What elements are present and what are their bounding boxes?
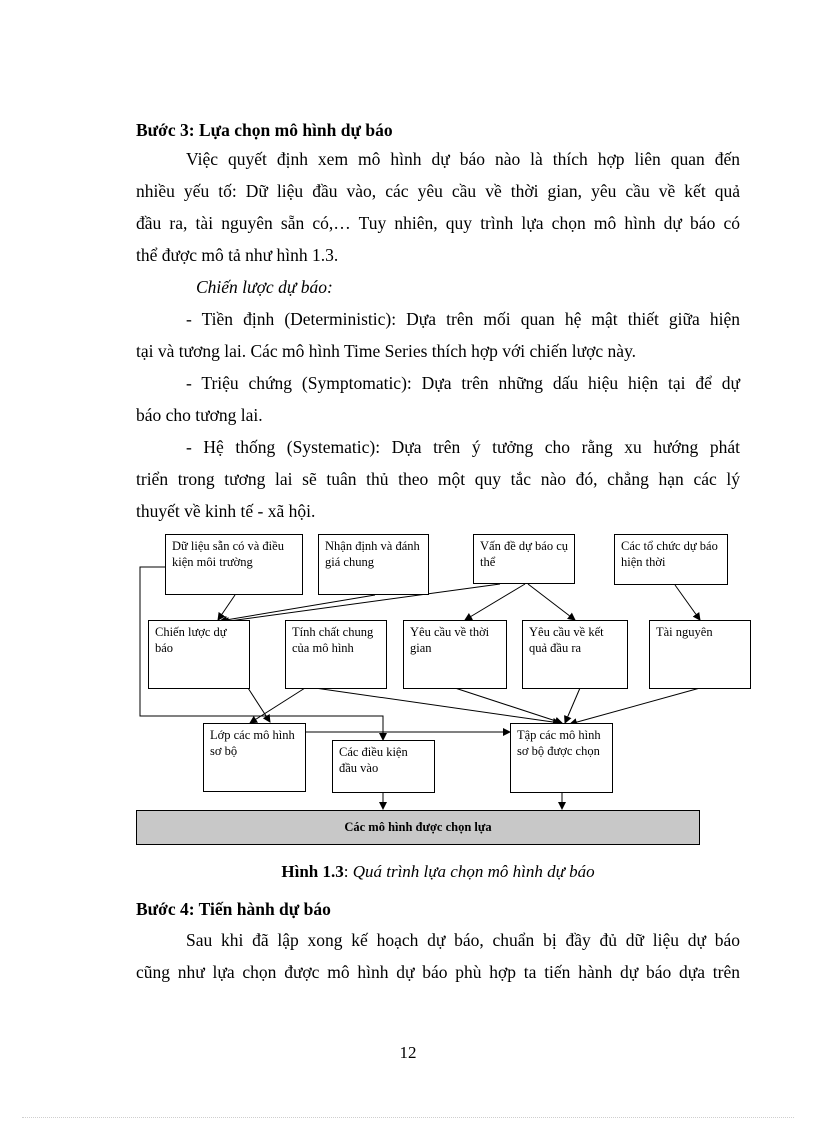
page-number: 12 — [399, 1043, 417, 1062]
box-forecast-problem: Vấn đề dự báo cụ thể — [473, 534, 575, 584]
box-selected-models: Các mô hình được chọn lựa — [136, 810, 700, 845]
paragraph-line: đầu ra, tài nguyên sẵn có,… Tuy nhiên, quy trình lựa chọn mô hình dự báo có — [136, 213, 740, 233]
box-model-class: Lớp các mô hình sơ bộ — [203, 723, 306, 792]
arrow-time-to-set — [455, 688, 562, 723]
arrow-resources-to-set — [570, 688, 700, 724]
strategy-title: Chiến lược dự báo: — [196, 277, 333, 297]
page-edge-divider — [22, 1117, 794, 1118]
paragraph-line: tại và tương lai. Các mô hình Time Series thích hợp với chiến lược này. — [136, 341, 637, 361]
box-output-requirement: Yêu cầu về kết quả đầu ra — [522, 620, 628, 689]
arrow-output-to-set — [565, 688, 580, 723]
box-input-conditions: Các điều kiện đầu vào — [332, 740, 435, 793]
figure-caption — [136, 862, 740, 882]
box-model-set: Tập các mô hình sơ bộ được chọn — [510, 723, 613, 793]
paragraph-line: triển trong tương lai sẽ tuân thủ theo một quy tắc nào đó, chẳng hạn các lý — [136, 469, 740, 489]
paragraph-line: báo cho tương lai. — [136, 405, 263, 425]
figure-title: Quá trình lựa chọn mô hình dự báo — [352, 862, 595, 881]
arrow-problem-to-output — [528, 584, 575, 620]
step4-heading: Bước 4: Tiến hành dự báo — [136, 899, 331, 919]
arrow-data-to-strategy — [218, 595, 235, 620]
arrow-problem-to-time — [465, 584, 525, 620]
step3-heading: Bước 3: Lựa chọn mô hình dự báo — [136, 120, 393, 140]
paragraph-line: thuyết về kinh tế - xã hội. — [136, 501, 316, 521]
figure-separator: : — [343, 862, 353, 881]
box-strategy: Chiến lược dự báo — [148, 620, 250, 689]
arrow-org-to-resources — [675, 585, 700, 620]
arrow-nature-to-class — [250, 688, 305, 723]
paragraph-line: - Triệu chứng (Symptomatic): Dựa trên những dấu hiệu hiện tại để dự — [186, 373, 740, 393]
paragraph-line: Sau khi đã lập xong kế hoạch dự báo, chuẩn bị đầy đủ dữ liệu dự báo — [186, 930, 740, 950]
box-forecast-orgs: Các tổ chức dự báo hiện thời — [614, 534, 728, 585]
box-resources: Tài nguyên — [649, 620, 751, 689]
paragraph-line: nhiều yếu tố: Dữ liệu đầu vào, các yêu cầu về thời gian, yêu cầu về kết quả — [136, 181, 740, 201]
step4-paragraph — [136, 924, 740, 988]
box-data-environment: Dữ liệu sẵn có và điều kiện môi trường — [165, 534, 303, 595]
paragraph-line: - Tiền định (Deterministic): Dựa trên mối quan hệ mật thiết giữa hiện — [186, 309, 740, 329]
box-time-requirement: Yêu cầu về thời gian — [403, 620, 507, 689]
arrow-judgement-to-strategy — [220, 595, 375, 621]
arrow-nature-to-set — [315, 688, 560, 723]
box-model-nature: Tính chất chung của mô hình — [285, 620, 387, 689]
paragraph-line: thể được mô tả như hình 1.3. — [136, 245, 339, 265]
paragraph-line: - Hệ thống (Systematic): Dựa trên ý tưởng cho rằng xu hướng phát — [186, 437, 740, 457]
paragraph-line: cũng như lựa chọn được mô hình dự báo phù hợp ta tiến hành dự báo dựa trên — [136, 962, 740, 982]
figure-label: Hình 1.3 — [281, 862, 344, 881]
paragraph-line: Việc quyết định xem mô hình dự báo nào là thích hợp liên quan đến — [186, 149, 740, 169]
box-judgement: Nhận định và đánh giá chung — [318, 534, 429, 595]
